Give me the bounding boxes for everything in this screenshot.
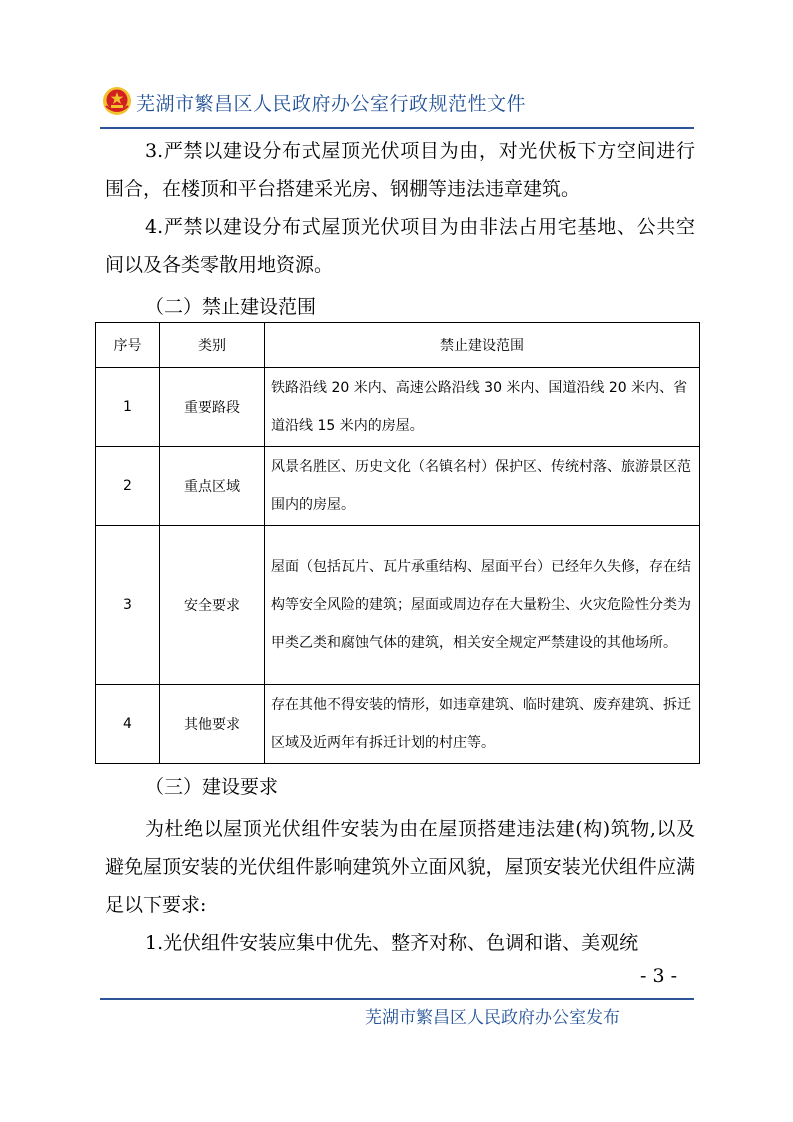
paragraph-item-3: 3.严禁以建设分布式屋顶光伏项目为由，对光伏板下方空间进行围合，在楼顶和平台搭建采光房、钢棚等违法违章建筑。 bbox=[105, 140, 695, 200]
section-heading-prohibited-scope: （二）禁止建设范围 bbox=[145, 296, 317, 318]
row-number: 2 bbox=[96, 447, 160, 526]
row-category: 其他要求 bbox=[160, 685, 265, 764]
row-number: 4 bbox=[96, 685, 160, 764]
paragraph-requirement-1: 1.光伏组件安装应集中优先、整齐对称、色调和谐、美观统 bbox=[145, 932, 639, 954]
footer-publisher: 芜湖市繁昌区人民政府办公室发布 bbox=[365, 1008, 620, 1028]
page-number: - 3 - bbox=[640, 965, 678, 987]
table-row bbox=[96, 368, 700, 447]
row-category: 重点区域 bbox=[160, 447, 265, 526]
table-header-cell: 序号 bbox=[96, 323, 160, 368]
table-row bbox=[96, 685, 700, 764]
section-heading-construction-requirements: （三）建设要求 bbox=[145, 776, 279, 798]
document-header bbox=[100, 86, 694, 120]
table-header-cell: 禁止建设范围 bbox=[265, 323, 700, 368]
row-number: 1 bbox=[96, 368, 160, 447]
row-scope: 风景名胜区、历史文化（名镇名村）保护区、传统村落、旅游景区范围内的房屋。 bbox=[265, 447, 700, 526]
paragraph-item-4: 4.严禁以建设分布式屋顶光伏项目为由非法占用宅基地、公共空间以及各类零散用地资源。 bbox=[105, 216, 695, 276]
row-category: 安全要求 bbox=[160, 526, 265, 685]
row-scope: 铁路沿线 20 米内、高速公路沿线 30 米内、国道沿线 20 米内、省道沿线 15 米内的房屋。 bbox=[265, 368, 700, 447]
row-scope: 存在其他不得安装的情形，如违章建筑、临时建筑、废弃建筑、拆迁区域及近两年有拆迁计划的村庄等。 bbox=[265, 685, 700, 764]
footer-rule bbox=[100, 998, 694, 1000]
header-rule bbox=[100, 127, 694, 129]
table-row bbox=[96, 447, 700, 526]
row-number: 3 bbox=[96, 526, 160, 685]
national-emblem-icon bbox=[102, 86, 132, 116]
header-title: 芜湖市繁昌区人民政府办公室行政规范性文件 bbox=[136, 93, 527, 115]
table-row bbox=[96, 526, 700, 685]
prohibited-scope-table bbox=[95, 322, 700, 764]
table-header-cell: 类别 bbox=[160, 323, 265, 368]
row-scope: 屋面（包括瓦片、瓦片承重结构、屋面平台）已经年久失修，存在结构等安全风险的建筑；屋面或周边存在大量粉尘、火灾危险性分类为甲类乙类和腐蚀气体的建筑，相关安全规定严禁建设的其他场所。 bbox=[265, 526, 700, 685]
row-category: 重要路段 bbox=[160, 368, 265, 447]
paragraph-requirements-intro: 为杜绝以屋顶光伏组件安装为由在屋顶搭建违法建(构)筑物,以及避免屋顶安装的光伏组件影响建筑外立面风貌，屋顶安装光伏组件应满足以下要求: bbox=[105, 818, 695, 916]
table-header-row bbox=[96, 323, 700, 368]
